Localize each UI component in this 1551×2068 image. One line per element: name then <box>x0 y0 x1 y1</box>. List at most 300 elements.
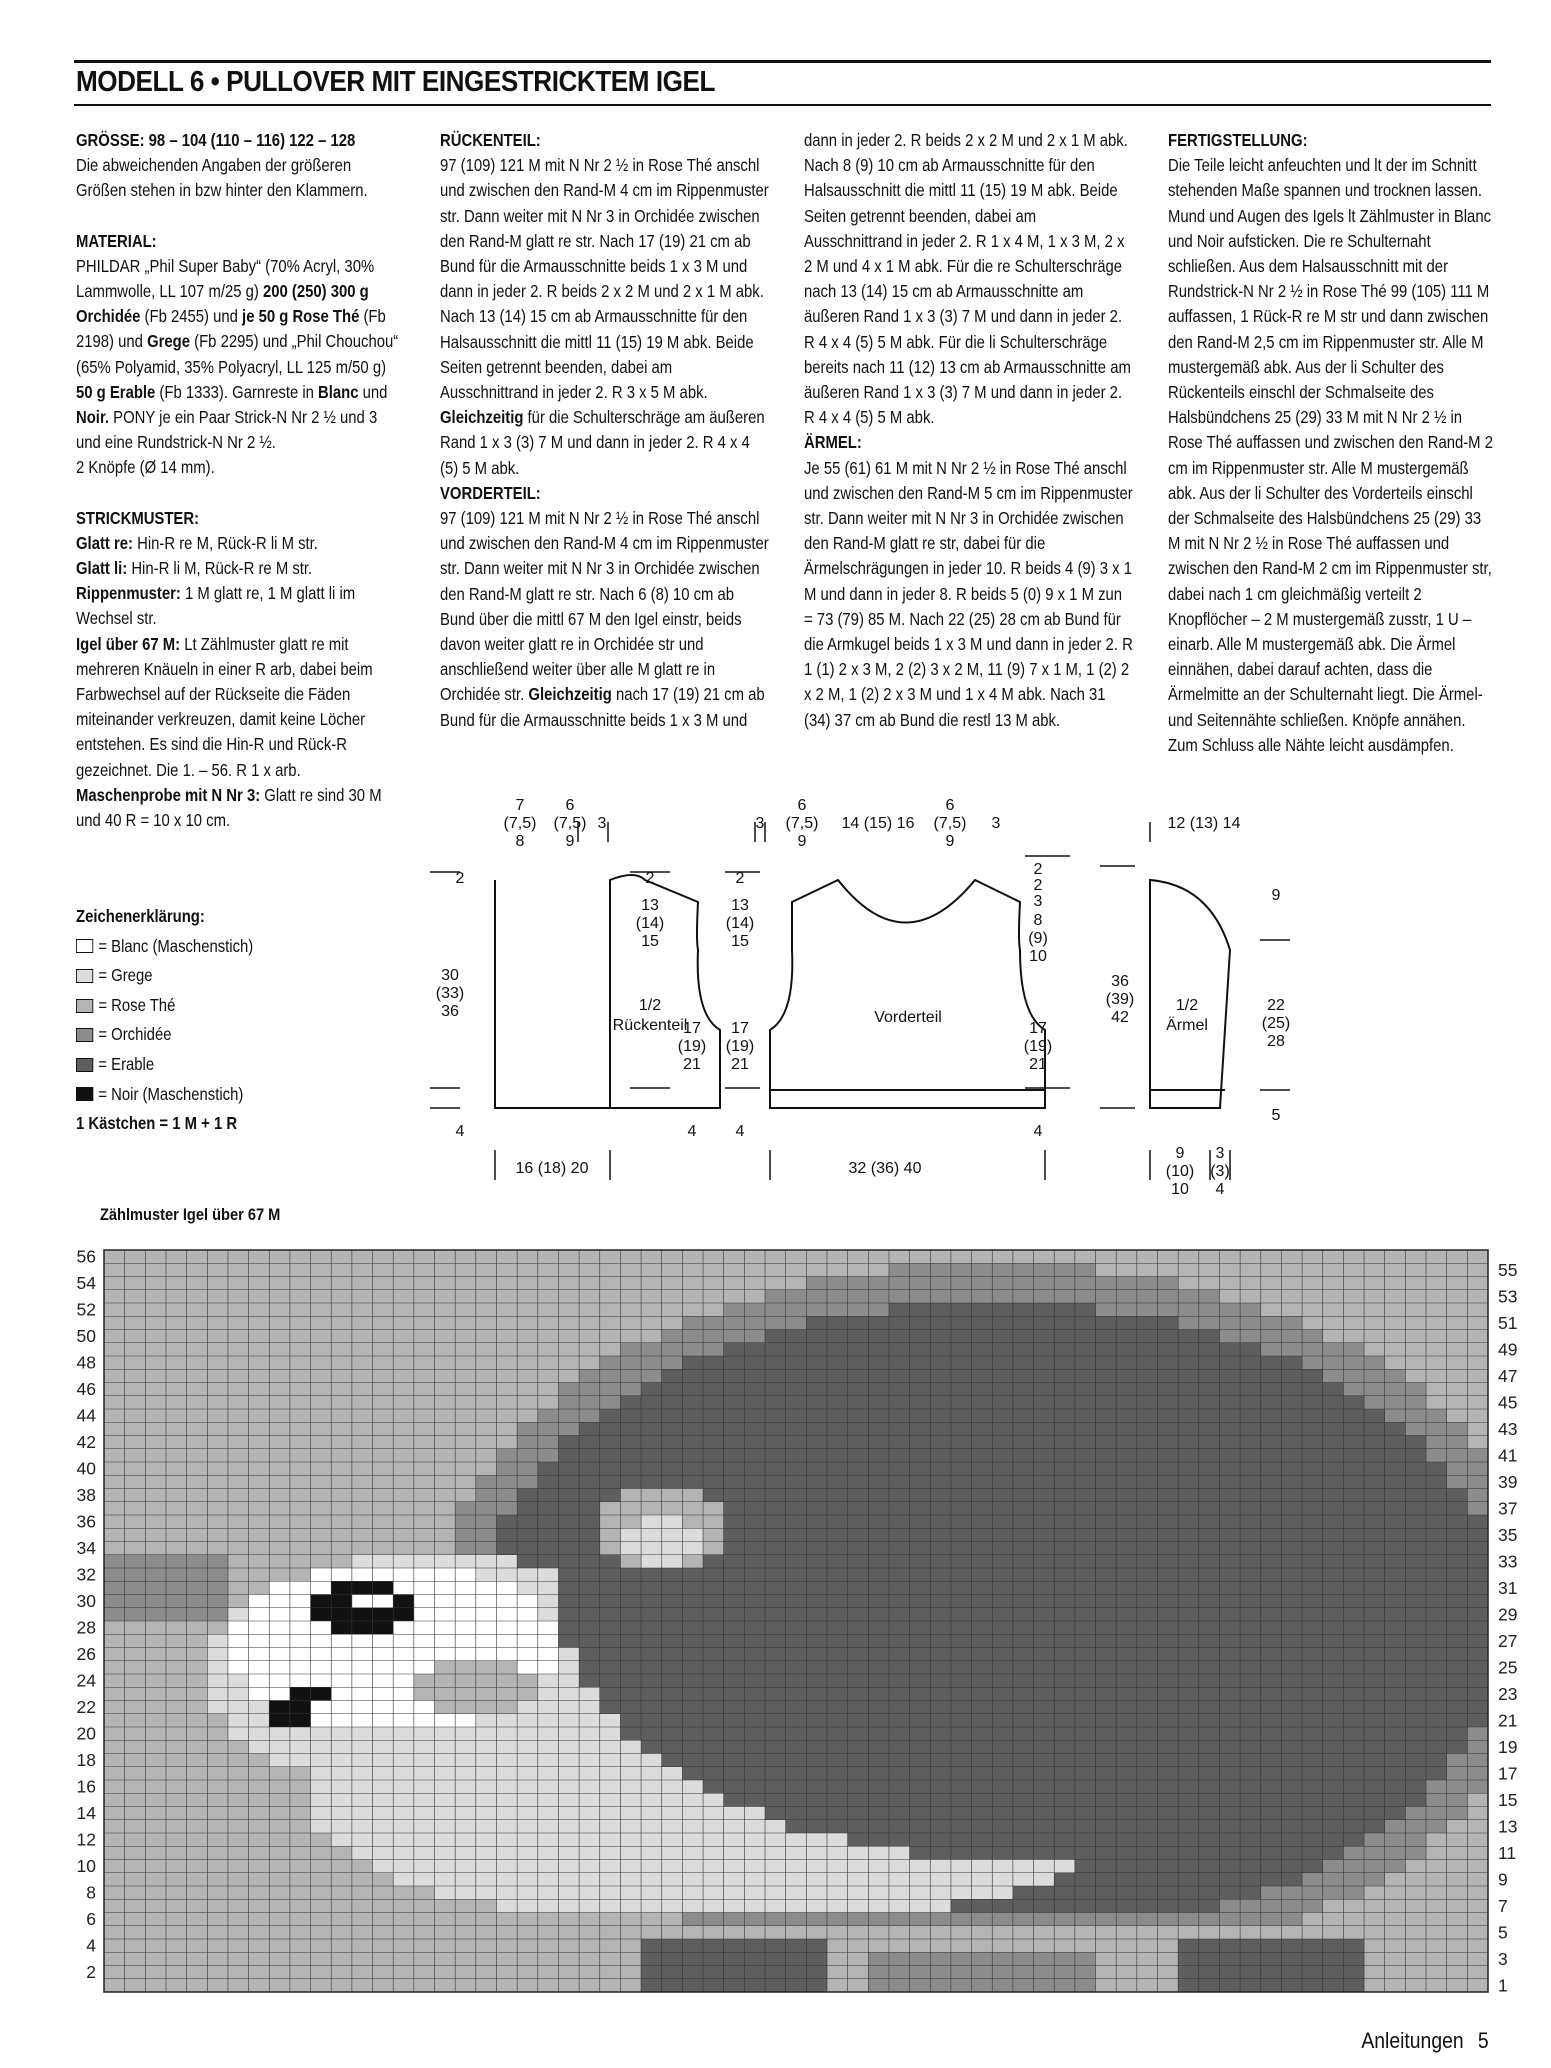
chart-cell <box>1157 1674 1178 1687</box>
chart-cell <box>765 1568 786 1581</box>
chart-cell <box>1219 1316 1240 1329</box>
chart-cell <box>1199 1316 1220 1329</box>
chart-cell <box>1323 1926 1344 1939</box>
chart-cell <box>682 1714 703 1727</box>
chart-cell <box>641 1873 662 1886</box>
chart-cell <box>166 1290 187 1303</box>
chart-cell <box>1467 1250 1488 1263</box>
chart-cell <box>620 1820 641 1833</box>
chart-cell <box>662 1873 683 1886</box>
chart-cell <box>166 1793 187 1806</box>
chart-cell <box>868 1754 889 1767</box>
chart-cell <box>496 1727 517 1740</box>
chart-cell <box>455 1833 476 1846</box>
chart-cell <box>848 1409 869 1422</box>
chart-cell <box>290 1515 311 1528</box>
front-top-right-2: (7,5) <box>933 815 967 832</box>
chart-cell <box>682 1727 703 1740</box>
chart-cell <box>992 1661 1013 1674</box>
chart-cell <box>703 1330 724 1343</box>
chart-cell <box>910 1939 931 1952</box>
chart-cell <box>765 1674 786 1687</box>
chart-cell <box>1116 1780 1137 1793</box>
chart-cell <box>724 1436 745 1449</box>
chart-cell <box>703 1966 724 1979</box>
chart-cell <box>786 1581 807 1594</box>
chart-cell <box>641 1966 662 1979</box>
chart-cell <box>187 1754 208 1767</box>
chart-cell <box>992 1263 1013 1276</box>
chart-cell <box>1013 1939 1034 1952</box>
chart-cell <box>806 1475 827 1488</box>
chart-cell <box>1323 1979 1344 1992</box>
chart-cell <box>435 1846 456 1859</box>
chart-cell <box>889 1396 910 1409</box>
chart-cell <box>1405 1634 1426 1647</box>
chart-cell <box>1364 1807 1385 1820</box>
chart-cell <box>476 1462 497 1475</box>
chart-cell <box>1054 1793 1075 1806</box>
chart-cell <box>331 1250 352 1263</box>
chart-cell <box>558 1555 579 1568</box>
chart-cell <box>868 1939 889 1952</box>
chart-cell <box>1364 1860 1385 1873</box>
chart-cell <box>868 1383 889 1396</box>
chart-cell <box>765 1979 786 1992</box>
chart-cell <box>1137 1966 1158 1979</box>
chart-cell <box>269 1913 290 1926</box>
chart-cell <box>538 1899 559 1912</box>
chart-cell <box>868 1475 889 1488</box>
chart-cell <box>1467 1833 1488 1846</box>
chart-cell <box>1137 1277 1158 1290</box>
chart-cell <box>1178 1767 1199 1780</box>
chart-cell <box>1219 1793 1240 1806</box>
chart-row-label: 14 <box>76 1803 96 1824</box>
chart-cell <box>724 1277 745 1290</box>
chart-cell <box>1323 1475 1344 1488</box>
chart-cell <box>868 1316 889 1329</box>
chart-cell <box>269 1502 290 1515</box>
chart-cell <box>435 1952 456 1965</box>
chart-cell <box>786 1356 807 1369</box>
chart-cell <box>104 1595 125 1608</box>
chart-cell <box>786 1793 807 1806</box>
chart-cell <box>331 1807 352 1820</box>
paragraph-gap <box>76 204 405 229</box>
chart-cell <box>1054 1489 1075 1502</box>
chart-cell <box>290 1263 311 1276</box>
chart-cell <box>228 1383 249 1396</box>
chart-cell <box>476 1687 497 1700</box>
chart-cell <box>765 1475 786 1488</box>
chart-cell <box>187 1462 208 1475</box>
chart-cell <box>806 1396 827 1409</box>
chart-cell <box>1013 1396 1034 1409</box>
chart-cell <box>104 1687 125 1700</box>
chart-cell <box>1385 1396 1406 1409</box>
chart-cell <box>1096 1277 1117 1290</box>
chart-cell <box>145 1674 166 1687</box>
chart-cell <box>806 1979 827 1992</box>
chart-cell <box>1013 1515 1034 1528</box>
chart-cell <box>311 1462 332 1475</box>
chart-cell <box>744 1740 765 1753</box>
chart-cell <box>868 1952 889 1965</box>
chart-cell <box>1323 1727 1344 1740</box>
chart-cell <box>269 1674 290 1687</box>
chart-cell <box>806 1714 827 1727</box>
chart-cell <box>1219 1343 1240 1356</box>
chart-cell <box>1199 1422 1220 1435</box>
chart-cell <box>1013 1952 1034 1965</box>
chart-cell <box>207 1820 228 1833</box>
chart-cell <box>1116 1886 1137 1899</box>
chart-cell <box>1302 1899 1323 1912</box>
chart-cell <box>724 1528 745 1541</box>
chart-cell <box>703 1621 724 1634</box>
chart-cell <box>125 1316 146 1329</box>
chart-cell <box>930 1290 951 1303</box>
chart-cell <box>641 1250 662 1263</box>
chart-cell <box>104 1542 125 1555</box>
chart-cell <box>558 1343 579 1356</box>
sleeve-label-b: Ärmel <box>1166 1017 1208 1034</box>
chart-cell <box>662 1727 683 1740</box>
chart-cell <box>1199 1462 1220 1475</box>
chart-cell <box>600 1833 621 1846</box>
chart-cell <box>435 1621 456 1634</box>
chart-cell <box>786 1250 807 1263</box>
chart-cell <box>1343 1489 1364 1502</box>
chart-cell <box>187 1343 208 1356</box>
chart-cell <box>414 1369 435 1382</box>
chart-cell <box>249 1913 270 1926</box>
chart-cell <box>1281 1648 1302 1661</box>
chart-cell <box>517 1727 538 1740</box>
chart-cell <box>662 1555 683 1568</box>
chart-cell <box>166 1542 187 1555</box>
chart-cell <box>207 1581 228 1594</box>
chart-cell <box>1137 1833 1158 1846</box>
chart-cell <box>1116 1608 1137 1621</box>
chart-cell <box>1281 1449 1302 1462</box>
chart-cell <box>1157 1714 1178 1727</box>
chart-cell <box>579 1409 600 1422</box>
chart-cell <box>1137 1674 1158 1687</box>
chart-cell <box>1302 1767 1323 1780</box>
chart-cell <box>1034 1793 1055 1806</box>
chart-cell <box>373 1754 394 1767</box>
chart-cell <box>1075 1966 1096 1979</box>
chart-cell <box>1447 1687 1468 1700</box>
chart-cell <box>145 1966 166 1979</box>
chart-cell <box>1364 1899 1385 1912</box>
chart-cell <box>393 1502 414 1515</box>
chart-cell <box>868 1886 889 1899</box>
chart-cell <box>269 1356 290 1369</box>
chart-cell <box>476 1952 497 1965</box>
chart-cell <box>414 1926 435 1939</box>
chart-cell <box>538 1528 559 1541</box>
chart-cell <box>1302 1740 1323 1753</box>
chart-cell <box>352 1727 373 1740</box>
chart-cell <box>352 1793 373 1806</box>
chart-cell <box>1096 1846 1117 1859</box>
chart-cell <box>724 1356 745 1369</box>
chart-cell <box>682 1489 703 1502</box>
chart-cell <box>249 1409 270 1422</box>
chart-cell <box>1426 1383 1447 1396</box>
chart-cell <box>1426 1316 1447 1329</box>
chart-cell <box>600 1581 621 1594</box>
chart-cell <box>1137 1886 1158 1899</box>
chart-cell <box>145 1886 166 1899</box>
chart-cell <box>290 1621 311 1634</box>
chart-cell <box>1116 1754 1137 1767</box>
chart-cell <box>1261 1502 1282 1515</box>
chart-cell <box>1034 1409 1055 1422</box>
chart-cell <box>331 1515 352 1528</box>
chart-cell <box>538 1369 559 1382</box>
chart-cell <box>352 1754 373 1767</box>
chart-cell <box>331 1727 352 1740</box>
chart-cell <box>538 1449 559 1462</box>
front-left-small: 2 <box>735 870 745 887</box>
chart-cell <box>1034 1674 1055 1687</box>
chart-cell <box>910 1343 931 1356</box>
chart-cell <box>1426 1701 1447 1714</box>
chart-cell <box>1178 1528 1199 1541</box>
chart-cell <box>1096 1833 1117 1846</box>
chart-cell <box>145 1595 166 1608</box>
chart-cell <box>331 1634 352 1647</box>
chart-cell <box>414 1714 435 1727</box>
chart-cell <box>1219 1820 1240 1833</box>
chart-cell <box>662 1966 683 1979</box>
chart-cell <box>620 1979 641 1992</box>
chart-cell <box>1426 1939 1447 1952</box>
chart-cell <box>125 1873 146 1886</box>
chart-cell <box>435 1356 456 1369</box>
chart-cell <box>1343 1621 1364 1634</box>
chart-cell <box>724 1581 745 1594</box>
chart-cell <box>1178 1462 1199 1475</box>
chart-row-label: 51 <box>1498 1312 1518 1333</box>
chart-cell <box>992 1820 1013 1833</box>
chart-cell <box>662 1502 683 1515</box>
chart-cell <box>496 1422 517 1435</box>
chart-cell <box>1385 1913 1406 1926</box>
chart-cell <box>496 1873 517 1886</box>
chart-cell <box>104 1873 125 1886</box>
chart-cell <box>1054 1502 1075 1515</box>
chart-cell <box>579 1886 600 1899</box>
chart-cell <box>166 1449 187 1462</box>
chart-cell <box>1261 1422 1282 1435</box>
chart-cell <box>1281 1952 1302 1965</box>
chart-row-label: 50 <box>76 1326 96 1347</box>
chart-cell <box>435 1939 456 1952</box>
chart-cell <box>910 1674 931 1687</box>
chart-cell <box>352 1820 373 1833</box>
chart-cell <box>1385 1621 1406 1634</box>
chart-cell <box>972 1303 993 1316</box>
chart-cell <box>1467 1515 1488 1528</box>
back-label-b: Rückenteil <box>612 1017 688 1034</box>
chart-cell <box>1323 1740 1344 1753</box>
chart-cell <box>558 1277 579 1290</box>
chart-cell <box>1013 1608 1034 1621</box>
chart-cell <box>951 1899 972 1912</box>
chart-row-label: 19 <box>1498 1736 1518 1757</box>
chart-cell <box>476 1780 497 1793</box>
chart-cell <box>1075 1449 1096 1462</box>
chart-cell <box>972 1873 993 1886</box>
chart-cell <box>558 1899 579 1912</box>
chart-cell <box>1385 1952 1406 1965</box>
chart-cell <box>848 1581 869 1594</box>
chart-cell <box>1178 1383 1199 1396</box>
chart-cell <box>848 1846 869 1859</box>
chart-cell <box>910 1966 931 1979</box>
chart-cell <box>1199 1807 1220 1820</box>
chart-cell <box>1302 1449 1323 1462</box>
front-right-body-2: (19) <box>1023 1038 1053 1055</box>
chart-cell <box>1343 1568 1364 1581</box>
chart-cell <box>269 1369 290 1382</box>
chart-cell <box>1116 1528 1137 1541</box>
chart-cell <box>187 1820 208 1833</box>
chart-cell <box>1447 1277 1468 1290</box>
chart-cell <box>930 1489 951 1502</box>
chart-cell <box>1137 1899 1158 1912</box>
front-right-neck-2: (9) <box>1028 930 1048 947</box>
chart-cell <box>538 1979 559 1992</box>
chart-row-label: 16 <box>76 1776 96 1797</box>
chart-cell <box>1385 1555 1406 1568</box>
chart-cell <box>1364 1727 1385 1740</box>
chart-cell <box>1013 1979 1034 1992</box>
chart-cell <box>1199 1595 1220 1608</box>
chart-cell <box>1364 1316 1385 1329</box>
chart-cell <box>724 1661 745 1674</box>
chart-cell <box>765 1343 786 1356</box>
chart-cell <box>744 1277 765 1290</box>
chart-cell <box>703 1687 724 1700</box>
chart-cell <box>703 1369 724 1382</box>
chart-cell <box>1075 1701 1096 1714</box>
chart-cell <box>558 1767 579 1780</box>
chart-cell <box>620 1595 641 1608</box>
chart-cell <box>249 1422 270 1435</box>
chart-cell <box>414 1462 435 1475</box>
chart-cell <box>1054 1913 1075 1926</box>
chart-cell <box>1096 1303 1117 1316</box>
chart-cell <box>373 1502 394 1515</box>
chart-cell <box>662 1356 683 1369</box>
chart-cell <box>1157 1873 1178 1886</box>
chart-cell <box>104 1369 125 1382</box>
chart-cell <box>827 1634 848 1647</box>
chart-cell <box>724 1608 745 1621</box>
chart-cell <box>249 1502 270 1515</box>
chart-cell <box>104 1701 125 1714</box>
chart-cell <box>269 1767 290 1780</box>
chart-cell <box>600 1687 621 1700</box>
chart-cell <box>1385 1542 1406 1555</box>
chart-cell <box>1447 1952 1468 1965</box>
chart-cell <box>1137 1303 1158 1316</box>
chart-cell <box>1199 1873 1220 1886</box>
chart-cell <box>1137 1793 1158 1806</box>
chart-cell <box>662 1687 683 1700</box>
chart-cell <box>1137 1952 1158 1965</box>
chart-cell <box>496 1820 517 1833</box>
chart-cell <box>1343 1343 1364 1356</box>
chart-cell <box>1219 1780 1240 1793</box>
chart-cell <box>538 1727 559 1740</box>
chart-cell <box>744 1316 765 1329</box>
chart-cell <box>1157 1436 1178 1449</box>
legend-item <box>76 932 420 962</box>
chart-cell <box>848 1687 869 1700</box>
chart-cell <box>579 1727 600 1740</box>
chart-cell <box>579 1873 600 1886</box>
chart-cell <box>724 1793 745 1806</box>
front-top-left-1: 6 <box>797 797 807 814</box>
chart-cell <box>1096 1475 1117 1488</box>
chart-cell <box>682 1383 703 1396</box>
chart-cell <box>1405 1608 1426 1621</box>
chart-cell <box>476 1754 497 1767</box>
chart-cell <box>620 1846 641 1859</box>
chart-cell <box>951 1581 972 1594</box>
chart-row-label: 20 <box>76 1723 96 1744</box>
chart-cell <box>373 1714 394 1727</box>
chart-cell <box>269 1436 290 1449</box>
chart-cell <box>373 1581 394 1594</box>
chart-cell <box>930 1515 951 1528</box>
chart-cell <box>331 1793 352 1806</box>
chart-cell <box>414 1277 435 1290</box>
chart-cell <box>249 1316 270 1329</box>
chart-cell <box>744 1303 765 1316</box>
chart-cell <box>331 1542 352 1555</box>
chart-cell <box>765 1422 786 1435</box>
chart-cell <box>682 1926 703 1939</box>
chart-cell <box>930 1886 951 1899</box>
chart-cell <box>662 1648 683 1661</box>
chart-cell <box>1467 1687 1488 1700</box>
chart-cell <box>1075 1674 1096 1687</box>
chart-cell <box>1116 1356 1137 1369</box>
chart-cell <box>1116 1727 1137 1740</box>
chart-cell <box>538 1833 559 1846</box>
legend-item <box>76 1080 420 1110</box>
chart-cell <box>620 1674 641 1687</box>
chart-cell <box>414 1568 435 1581</box>
chart-cell <box>145 1515 166 1528</box>
chart-cell <box>1426 1899 1447 1912</box>
chart-cell <box>1137 1767 1158 1780</box>
chart-cell <box>848 1634 869 1647</box>
chart-cell <box>414 1422 435 1435</box>
chart-cell <box>228 1369 249 1382</box>
chart-cell <box>1467 1860 1488 1873</box>
chart-cell <box>1240 1727 1261 1740</box>
chart-cell <box>207 1422 228 1435</box>
